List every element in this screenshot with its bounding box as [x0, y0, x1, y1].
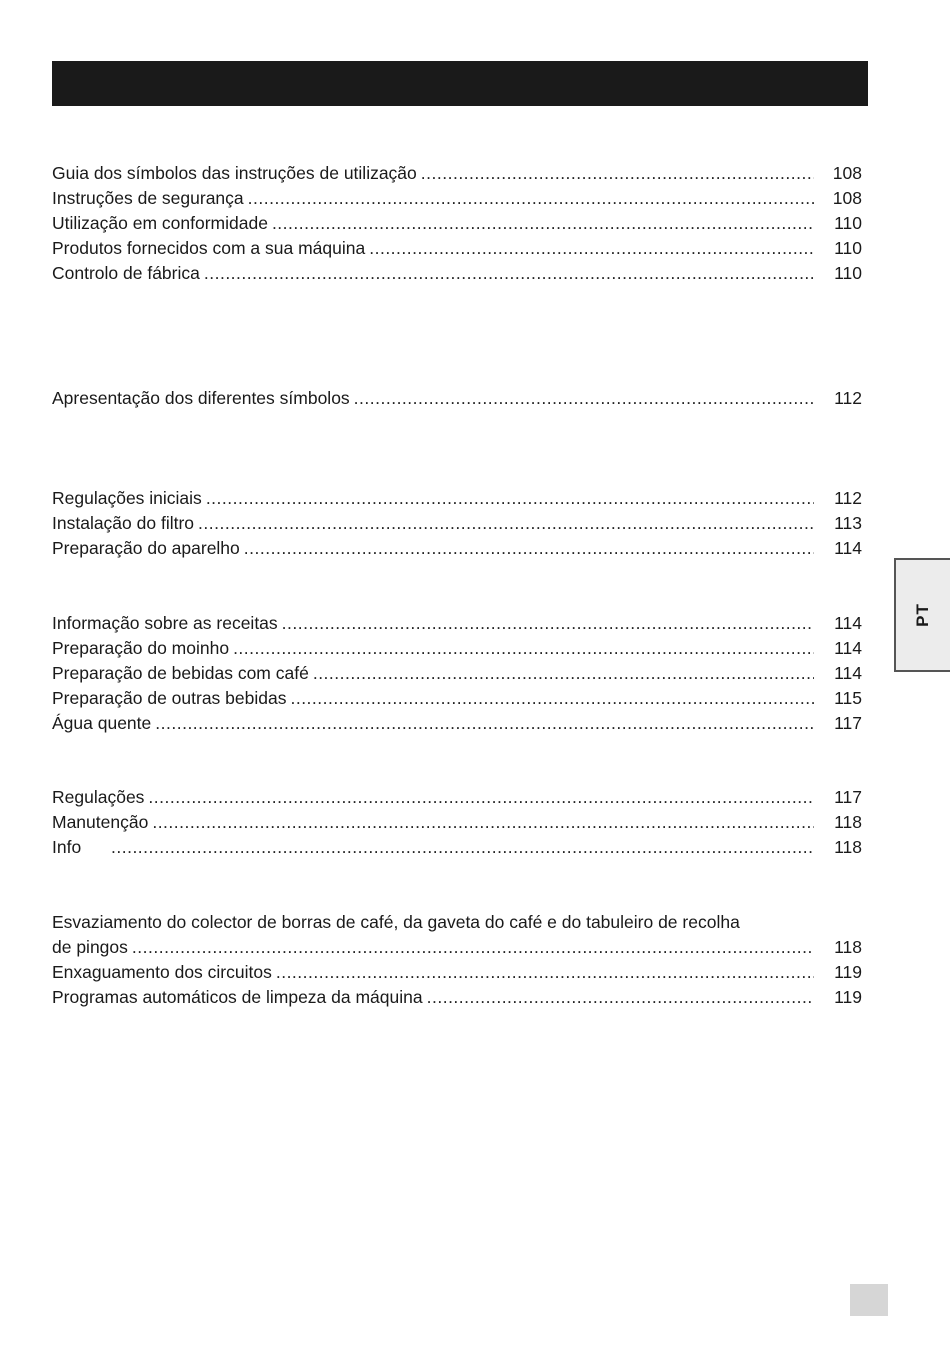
- toc-entry-label: Instruções de segurança: [52, 188, 244, 208]
- toc-entry[interactable]: [52, 960, 862, 985]
- leader-dots: [313, 661, 814, 686]
- toc-entry[interactable]: [52, 711, 862, 736]
- leader-dots: [421, 161, 814, 186]
- toc-entry-label: Guia dos símbolos das instruções de utilização: [52, 163, 417, 183]
- toc-entry[interactable]: [52, 686, 862, 711]
- toc-entry-label: de pingos: [52, 937, 128, 957]
- leader-dots: [354, 386, 814, 411]
- toc-entry[interactable]: [52, 835, 862, 860]
- leader-dots: [276, 960, 814, 985]
- toc-entry[interactable]: [52, 985, 862, 1010]
- toc-entry-label: Instalação do filtro: [52, 513, 195, 533]
- toc-entry-label: Manutenção: [52, 812, 149, 832]
- language-tab[interactable]: [894, 558, 950, 672]
- leader-dots: [148, 785, 814, 810]
- toc-entry-page: 112: [834, 488, 862, 508]
- toc-entry-page: 118: [834, 812, 862, 832]
- toc-entry[interactable]: [52, 661, 862, 686]
- toc-entry-page: 108: [832, 188, 862, 208]
- toc-entry-page: 119: [834, 962, 862, 982]
- leader-dots: [272, 211, 814, 236]
- toc-entry-page: 117: [834, 713, 862, 733]
- toc-entry[interactable]: [52, 386, 862, 411]
- toc-entry-page: 110: [834, 238, 862, 258]
- leader-dots: [369, 236, 814, 261]
- toc-section-symbols: [52, 386, 862, 411]
- leader-dots: [244, 536, 814, 561]
- leader-dots: [206, 486, 814, 511]
- toc-entry[interactable]: [52, 236, 862, 261]
- header-bar: [52, 61, 868, 106]
- toc-entry-label: Preparação de outras bebidas: [52, 688, 287, 708]
- toc-entry-label: Preparação do moinho: [52, 638, 230, 658]
- toc-entry[interactable]: [52, 486, 862, 511]
- toc-entry[interactable]: [52, 161, 862, 186]
- toc-entry[interactable]: [52, 636, 862, 661]
- leader-dots: [290, 686, 814, 711]
- toc-entry-page: 112: [834, 388, 862, 408]
- toc-entry[interactable]: [52, 935, 862, 960]
- toc-entry-page: 110: [834, 213, 862, 233]
- toc-entry[interactable]: [52, 261, 862, 286]
- leader-dots: [233, 636, 814, 661]
- toc-entry-label: Preparação do aparelho: [52, 538, 240, 558]
- toc-section-setup: [52, 486, 862, 561]
- toc-entry-label: Controlo de fábrica: [52, 263, 200, 283]
- toc-entry-label: Água quente: [52, 713, 152, 733]
- leader-dots: [204, 261, 814, 286]
- toc-entry-page: 114: [834, 613, 862, 633]
- toc-entry-label: Info: [52, 837, 82, 857]
- toc-entry-label: Utilização em conformidade: [52, 213, 268, 233]
- toc-entry-label: Regulações: [52, 787, 145, 807]
- toc-entry-label: Informação sobre as receitas: [52, 613, 278, 633]
- leader-dots: [132, 935, 814, 960]
- language-tab-label: PT: [913, 603, 932, 627]
- toc-entry-page: 118: [834, 837, 862, 857]
- toc-entry-page: 115: [834, 688, 862, 708]
- toc-entry-label: Produtos fornecidos com a sua máquina: [52, 238, 366, 258]
- toc-section-safety: [52, 161, 862, 286]
- toc-entry[interactable]: [52, 211, 862, 236]
- toc-entry-label: Enxaguamento dos circuitos: [52, 962, 272, 982]
- toc-entry-page: 114: [834, 538, 862, 558]
- toc-entry-label: Preparação de bebidas com café: [52, 663, 309, 683]
- toc-entry-page: 114: [834, 663, 862, 683]
- toc-entry-page: 114: [834, 638, 862, 658]
- leader-dots: [282, 611, 814, 636]
- leader-dots: [152, 810, 814, 835]
- toc-entry-label: Programas automáticos de limpeza da máquina: [52, 987, 423, 1007]
- leader-dots: [248, 186, 814, 211]
- toc-entry-label: Apresentação dos diferentes símbolos: [52, 388, 350, 408]
- toc-entry-page: 119: [834, 987, 862, 1007]
- toc-entry[interactable]: [52, 536, 862, 561]
- leader-dots: [111, 835, 814, 860]
- toc-entry-page: 113: [834, 513, 862, 533]
- toc-entry[interactable]: [52, 810, 862, 835]
- toc-entry-page: 118: [834, 937, 862, 957]
- toc-entry-page: 108: [832, 163, 862, 183]
- toc-section-cleaning: [52, 910, 862, 1010]
- page-number-box: [850, 1284, 888, 1316]
- toc-section-recipes: [52, 611, 862, 736]
- toc-entry-page: 110: [834, 263, 862, 283]
- leader-dots: [427, 985, 814, 1010]
- toc-section-settings: [52, 785, 862, 860]
- toc-entry[interactable]: [52, 186, 862, 211]
- toc-entry-page: 117: [834, 787, 862, 807]
- toc-entry-wrapped-line: Esvaziamento do colector de borras de café, da gaveta do café e do tabuleiro de recolha: [52, 912, 740, 932]
- toc-entry[interactable]: [52, 611, 862, 636]
- leader-dots: [198, 511, 814, 536]
- leader-dots: [155, 711, 814, 736]
- toc-entry-label: Regulações iniciais: [52, 488, 202, 508]
- toc-entry[interactable]: [52, 785, 862, 810]
- toc-entry[interactable]: [52, 511, 862, 536]
